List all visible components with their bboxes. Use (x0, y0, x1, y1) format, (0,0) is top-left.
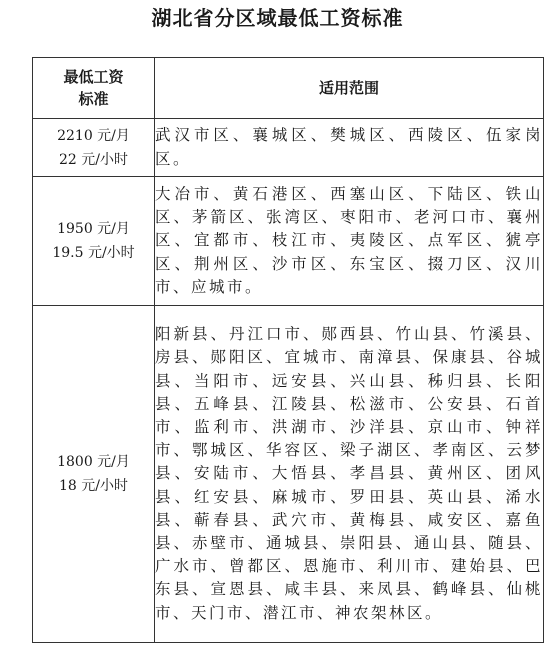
applicable-areas: 大冶市、黄石港区、西塞山区、下陆区、铁山区、茅箭区、张湾区、枣阳市、老河口市、襄州区、宜都市、枝江市、夷陵区、点军区、猇亭区、荆州区、沙市区、东宝区、掇刀区、汉川市、应城市。 (155, 177, 544, 306)
monthly-wage: 1950 元/月 (57, 221, 130, 237)
page-title: 湖北省分区域最低工资标准 (151, 6, 404, 30)
hourly-wage: 19.5 元/小时 (52, 245, 135, 261)
wage-standard-cell (33, 177, 155, 306)
header-standard (33, 58, 155, 119)
wage-standard-cell (33, 306, 155, 643)
header-standard-line1: 最低工资 (63, 68, 124, 86)
applicable-areas: 阳新县、丹江口市、郧西县、竹山县、竹溪县、房县、郧阳区、宜城市、南漳县、保康县、谷城县、当阳市、远安县、兴山县、秭归县、长阳县、五峰县、江陵县、松滋市、公安县、石首市、监利市、洪湖市、沙洋县、京山市、钟祥市、鄂城区、华容区、梁子湖区、孝南区、云梦县、安陆市、大悟县、孝昌县、黄州区、团风县、红安县、麻城市、罗田县、英山县、浠水县、蕲春县、武穴市、黄梅县、咸安区、嘉鱼县、赤壁市、通城县、崇阳县、通山县、随县、广水市、曾都区、恩施市、利川市、建始县、巴东县、宣恩县、咸丰县、来凤县、鹤峰县、仙桃市、天门市、潜江市、神农架林区。 (155, 306, 544, 643)
applicable-areas: 武汉市区、襄城区、樊城区、西陵区、伍家岗区。 (155, 119, 544, 177)
monthly-wage: 1800 元/月 (57, 454, 130, 470)
minimum-wage-table (32, 57, 544, 643)
wage-standard-cell (33, 119, 155, 177)
hourly-wage: 22 元/小时 (59, 151, 128, 168)
header-scope: 适用范围 (155, 58, 544, 119)
table-row (33, 119, 544, 177)
table-row (33, 306, 544, 643)
table-header-row (33, 58, 544, 119)
header-standard-line2: 标准 (78, 90, 109, 108)
hourly-wage: 18 元/小时 (59, 478, 128, 494)
monthly-wage: 2210 元/月 (57, 127, 130, 144)
table-row (33, 177, 544, 306)
